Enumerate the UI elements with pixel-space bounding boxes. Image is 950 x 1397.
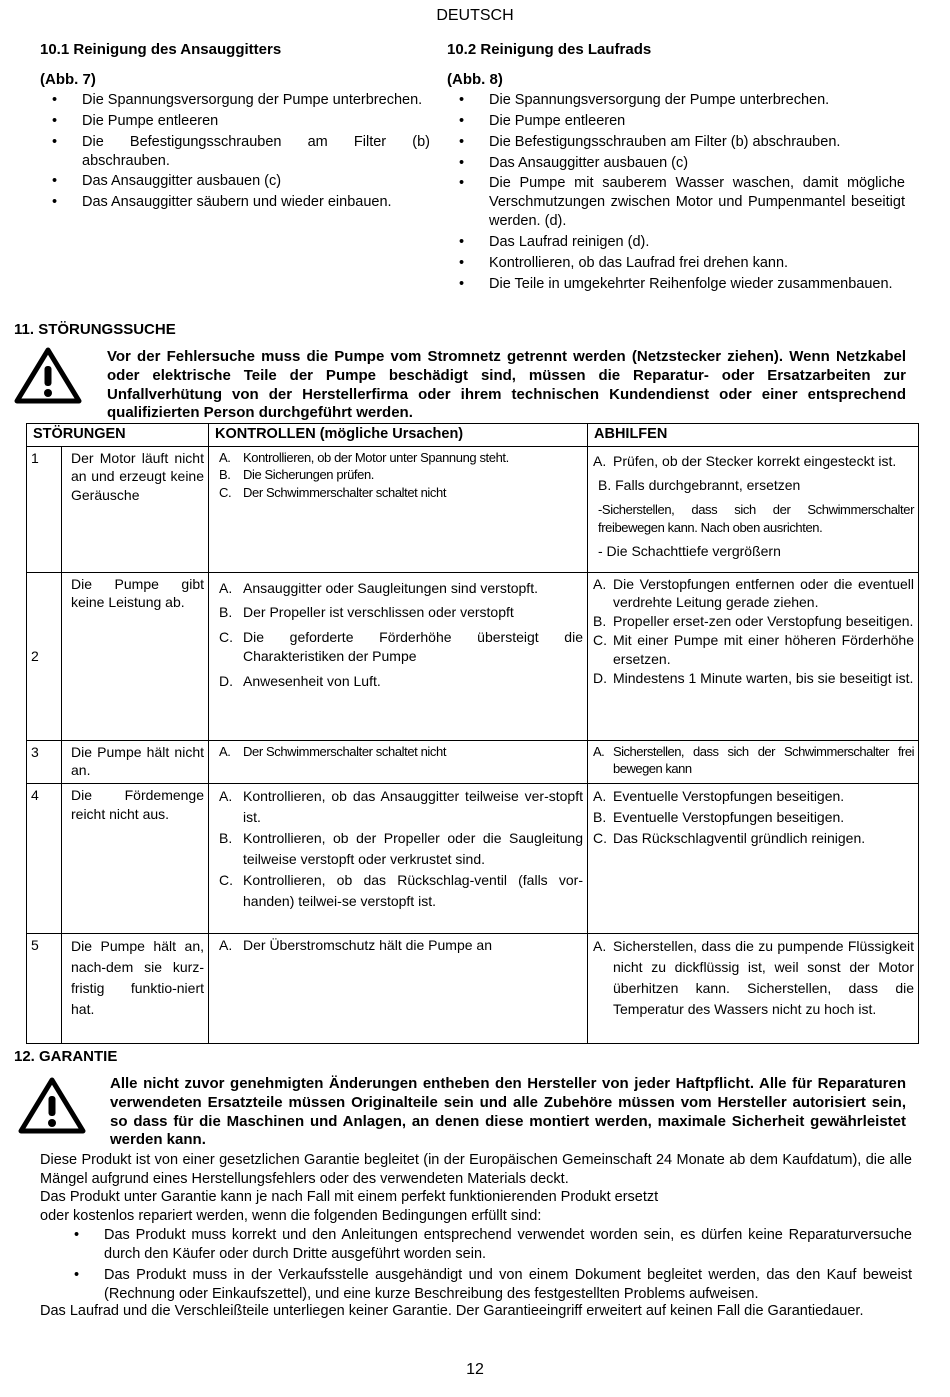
remedy-text: - Die Schachttiefe vergrößern [598, 543, 781, 560]
section-10-1 [40, 40, 430, 214]
check-key: A. [219, 787, 233, 804]
check-text: Der Schwimmerschalter schaltet nicht [243, 484, 447, 500]
section-title-warranty: 12. GARANTIE [14, 1048, 118, 1065]
check-item [219, 484, 583, 502]
remedy-item [593, 501, 914, 536]
checks-cell [209, 783, 588, 933]
remedy-text: Propeller erset-zen oder Verstopfung beseitigen. [613, 613, 914, 630]
check-item [219, 603, 583, 622]
list-item: • Die Pumpe mit sauberem Wasser waschen, damit mögliche Verschmutzungen zwischen Motor und Pumpenmantel beseitigt werden. (d). [447, 174, 905, 231]
check-key: C. [219, 484, 232, 500]
check-key: B. [219, 604, 233, 621]
warranty-paragraph: Das Produkt unter Garantie kann je nach Fall mit einem perfekt funktionierenden Produkt ersetzt [40, 1189, 659, 1205]
section-10-2 [447, 40, 905, 295]
remedy-item [593, 786, 914, 807]
section-title: 10.2 Reinigung des Laufrads [447, 41, 652, 58]
list-item: • Die Teile in umgekehrter Reihenfolge wieder zusammenbauen. [447, 275, 905, 294]
impeller-steps-list [447, 91, 905, 293]
remedy-key: B. [593, 808, 607, 825]
remedy-text: Die Verstopfungen entfernen oder die eventuell verdrehte Leitung gerade ziehen. [613, 575, 914, 611]
check-text: Der Überstromschutz hält die Pumpe an [243, 936, 492, 953]
figure-ref: (Abb. 8) [447, 70, 503, 88]
table-row [27, 740, 919, 783]
table-row [27, 572, 919, 740]
remedy-item [593, 807, 914, 828]
troubleshooting-warning: Vor der Fehlersuche muss die Pumpe vom Stromnetz getrennt werden (Netzstecker ziehen). Wenn Netzkabel oder elektrische Teile der Pumpe beschädigt sind, müssen die Reparatur- oder Ersatzarbeiten zur Unfallverhütung von der Herstellerfirma oder ihrem technischen Kundendienst oder einer entsprechend qualifizierten Person durchgeführt werden. [107, 348, 906, 422]
table-row [27, 446, 919, 572]
remedy-text: Prüfen, ob der Stecker korrekt eingesteckt ist. [613, 452, 897, 469]
remedy-key: A. [593, 452, 607, 469]
remedy-text: Eventuelle Verstopfungen beseitigen. [613, 787, 845, 804]
remedy-item [593, 669, 914, 688]
section-title-troubleshooting: 11. STÖRUNGSSUCHE [14, 321, 176, 338]
remedy-key: A. [593, 743, 605, 759]
remedy-item [593, 452, 914, 471]
check-key: A. [219, 579, 233, 596]
remedy-text: Sicherstellen, dass die zu pumpende Flüssigkeit nicht zu dickflüssig ist, weil sonst der Motor überhitzen kann. Sicherstellen, dass die Temperatur des Wassers nicht zu hoch ist. [613, 937, 914, 1017]
cleaning-steps-list [40, 91, 430, 212]
row-number: 1 [27, 446, 62, 572]
check-item [219, 828, 583, 870]
section-title: 10.1 Reinigung des Ansauggitters [40, 41, 282, 58]
fault-description: Die Fördemenge reicht nicht aus. [62, 783, 209, 933]
check-text: Kontrollieren, ob der Propeller oder die Saugleitung teilweise verstopft oder verkrustet sind. [243, 829, 583, 867]
check-text: Kontrollieren, ob der Motor unter Spannung steht. [243, 449, 509, 465]
remedy-item [593, 828, 914, 849]
list-item: • Das Ansauggitter säubern und wieder einbauen. [40, 193, 430, 212]
remedy-item [593, 542, 914, 561]
warranty-paragraph: Diese Produkt ist von einer gesetzlichen Garantie begleitet (in der Europäischen Gemeinschaft 24 Monate ab dem Kaufdatum), die alle Mängel aufgrund eines Herstellungsfehlers oder des verwendeten Materials deckt. [40, 1152, 912, 1187]
check-item [219, 870, 583, 912]
list-item: • Die Pumpe entleeren [40, 112, 430, 131]
warning-icon [14, 346, 82, 404]
warning-icon [18, 1076, 86, 1134]
remedies-cell [588, 740, 919, 783]
check-item [219, 672, 583, 691]
checks-cell [209, 933, 588, 1043]
check-text: Der Schwimmerschalter schaltet nicht [243, 743, 447, 759]
check-key: B. [219, 829, 233, 846]
remedy-text: -Sicherstellen, dass sich der Schwimmerschalter freibewegen kann. Nach oben ausrichten. [598, 502, 914, 535]
fault-description: Die Pumpe hält an, nach-dem sie kurz-fristig funktio-niert hat. [62, 933, 209, 1043]
header-faults: STÖRUNGEN [27, 424, 209, 447]
list-item: • Die Spannungsversorgung der Pumpe unterbrechen. [40, 91, 430, 110]
list-item: • Das Produkt muss in der Verkaufsstelle ausgehändigt und von einem Dokument begleitet werden, das den Kauf beweist (Rechnung oder Einkaufszettel), und eine kurze Beschreibung des festgestellten Problems aufweisen. [40, 1266, 912, 1304]
remedy-key: C. [593, 829, 607, 846]
warranty-conditions-list [40, 1226, 912, 1305]
check-key: A. [219, 449, 231, 465]
remedy-item [593, 476, 914, 495]
troubleshooting-table [26, 423, 919, 1044]
row-number: 5 [27, 933, 62, 1043]
remedies-cell [588, 446, 919, 572]
check-key: D. [219, 673, 233, 690]
check-text: Kontrollieren, ob das Ansauggitter teilweise ver-stopft ist. [243, 787, 583, 825]
check-text: Kontrollieren, ob das Rückschlag-ventil (falls vor-handen) teilwei-se verstopft ist. [243, 871, 583, 909]
row-number: 3 [27, 740, 62, 783]
checks-cell [209, 572, 588, 740]
warranty-warning: Alle nicht zuvor genehmigten Änderungen entheben den Hersteller von jeder Haftpflicht. Alle für Reparaturen verwendeten Ersatzteile müssen Originalteile sein und alle Zubehöre müssen vom Hersteller autorisiert sein, so dass für die Maschinen und Anlagen, an denen diese montiert werden, maximale Sicherheit gewährleistet werden kann. [110, 1075, 906, 1149]
check-key: C. [219, 871, 233, 888]
list-item: • Das Ansauggitter ausbauen (c) [40, 172, 430, 191]
remedy-text: Eventuelle Verstopfungen beseitigen. [613, 808, 845, 825]
remedy-text: Sicherstellen, dass sich der Schwimmerschalter frei bewegen kann [613, 743, 914, 777]
check-text: Ansauggitter oder Saugleitungen sind verstopft. [243, 579, 538, 596]
remedies-cell [588, 933, 919, 1043]
fault-description: Die Pumpe hält nicht an. [62, 740, 209, 783]
check-text: Anwesenheit von Luft. [243, 673, 381, 690]
remedy-key: C. [593, 632, 607, 649]
check-text: Die geforderte Förderhöhe übersteigt die Charakteristiken der Pumpe [243, 629, 583, 665]
row-number: 4 [27, 783, 62, 933]
page-number: 12 [466, 1361, 484, 1378]
list-item: • Die Befestigungsschrauben am Filter (b) abschrauben. [447, 133, 905, 152]
remedy-text: Mit einer Pumpe mit einer höheren Förderhöhe ersetzen. [613, 632, 914, 668]
check-item [219, 743, 583, 761]
remedies-cell [588, 783, 919, 933]
list-item: • Die Pumpe entleeren [447, 112, 905, 131]
fault-description: Der Motor läuft nicht an und erzeugt keine Geräusche [62, 446, 209, 572]
figure-ref: (Abb. 7) [40, 70, 96, 88]
row-number: 2 [27, 572, 62, 740]
remedy-item [593, 575, 914, 613]
list-item: • Das Produkt muss korrekt und den Anleitungen entsprechend verwendet worden sein, es dürfen keine Reparaturversuche durch den Käufer oder durch Dritte ausgeführt worden sein. [40, 1226, 912, 1264]
check-item [219, 936, 583, 955]
check-key: A. [219, 743, 231, 759]
check-item [219, 466, 583, 484]
remedy-text: Das Rückschlagventil gründlich reinigen. [613, 829, 866, 846]
remedy-item [593, 612, 914, 631]
check-text: Die Sicherungen prüfen. [243, 467, 375, 483]
remedy-item [593, 631, 914, 669]
check-key: B. [219, 467, 231, 483]
remedy-key: D. [593, 670, 607, 687]
remedy-text: B. Falls durchgebrannt, ersetzen [598, 477, 801, 494]
fault-description: Die Pumpe gibt keine Leistung ab. [62, 572, 209, 740]
header-remedies: ABHILFEN [588, 424, 919, 447]
table-row [27, 783, 919, 933]
remedy-key: B. [593, 613, 607, 630]
remedy-item [593, 936, 914, 1020]
remedy-key: A. [593, 937, 607, 954]
check-item [219, 786, 583, 828]
table-row [27, 933, 919, 1043]
check-text: Der Propeller ist verschlissen oder verstopft [243, 604, 514, 621]
warranty-paragraph: Das Laufrad und die Verschleißteile unterliegen keiner Garantie. Der Garantieeingriff erweitert auf keinen Fall die Garantiedauer. [40, 1303, 864, 1319]
remedies-cell [588, 572, 919, 740]
list-item: • Das Laufrad reinigen (d). [447, 233, 905, 252]
list-item: • Das Ansauggitter ausbauen (c) [447, 154, 905, 173]
header-checks: KONTROLLEN (mögliche Ursachen) [209, 424, 588, 447]
check-item [219, 579, 583, 598]
table-header-row [27, 424, 919, 447]
check-key: C. [219, 629, 233, 646]
page-header: DEUTSCH [436, 7, 514, 24]
remedy-item [593, 743, 914, 778]
checks-cell [209, 446, 588, 572]
check-item [219, 628, 583, 666]
remedy-key: A. [593, 575, 607, 592]
check-key: A. [219, 936, 233, 953]
list-item: • Die Spannungsversorgung der Pumpe unterbrechen. [447, 91, 905, 110]
check-item [219, 449, 583, 467]
warranty-paragraph: oder kostenlos repariert werden, wenn die folgenden Bedingungen erfüllt sind: [40, 1208, 542, 1224]
list-item: • Die Befestigungsschrauben am Filter (b) abschrauben. [40, 133, 430, 171]
remedy-text: Mindestens 1 Minute warten, bis sie beseitigt ist. [613, 670, 914, 687]
list-item: • Kontrollieren, ob das Laufrad frei drehen kann. [447, 254, 905, 273]
remedy-key: A. [593, 787, 607, 804]
checks-cell [209, 740, 588, 783]
